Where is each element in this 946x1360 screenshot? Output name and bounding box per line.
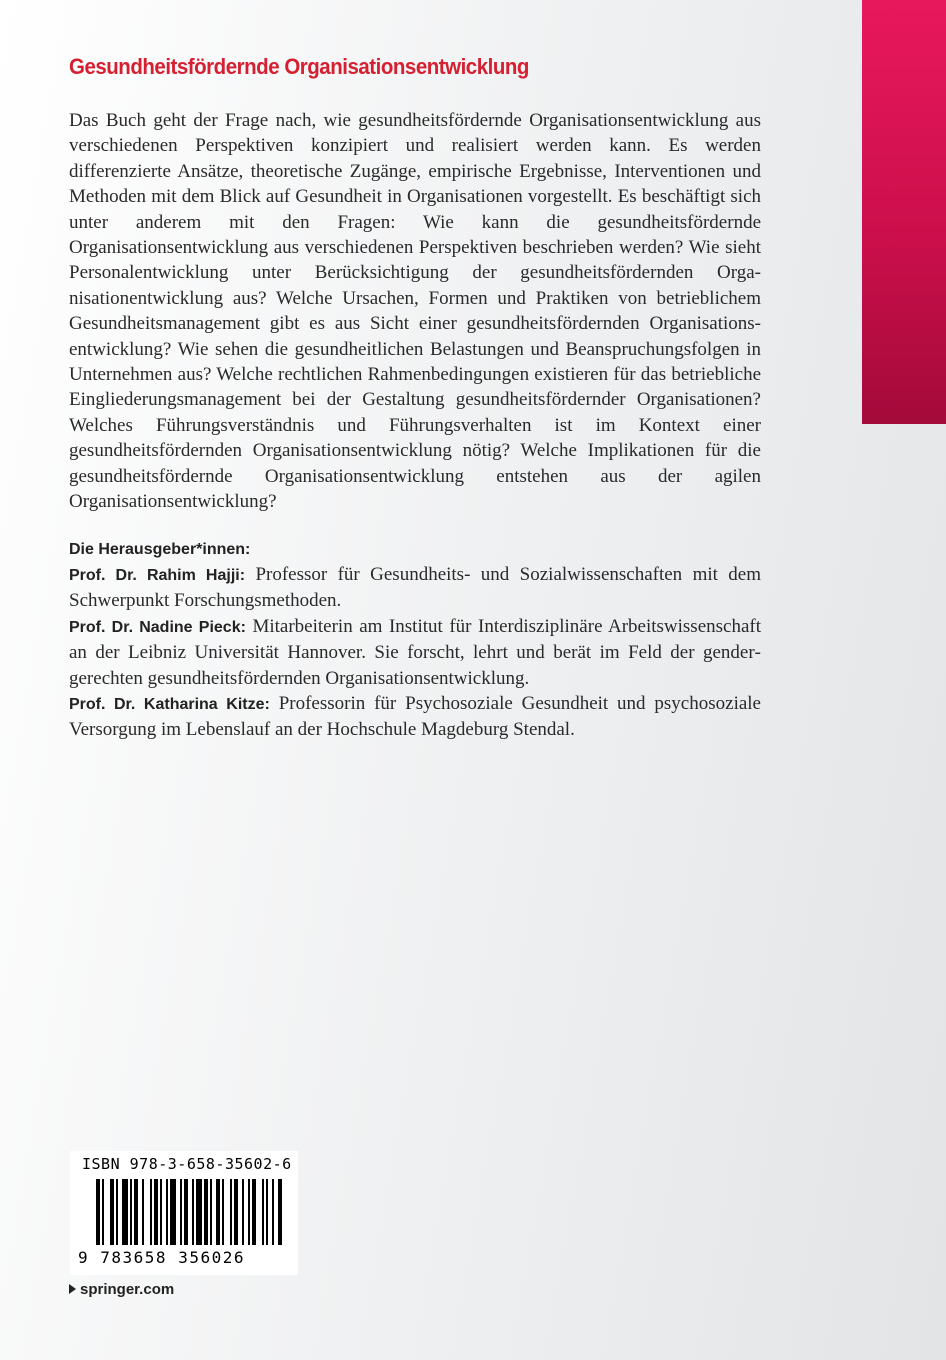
editor-bio: Professor für Gesundheits- und Sozialwissenschaften mit dem Schwerpunkt Forschungsmethoden.	[69, 563, 762, 612]
isbn-label: ISBN 978-3-658-35602-6	[82, 1155, 292, 1173]
arrow-icon	[69, 1284, 76, 1294]
isbn-barcode	[70, 1151, 298, 1275]
barcode-bars	[70, 1179, 298, 1247]
editor-entry	[69, 614, 761, 691]
book-description: Das Buch geht der Frage nach, wie gesundheitsfördernde Organisationsentwicklung aus verschiedenen Perspektiven konzipiert und realisiert werden kann. Es werden differenzierte Ansätze, theoretische Zugänge, empirische Ergebnisse, Interventionen und Methoden mit dem Blick auf Gesundheit in Organisationen vorgestellt. Es beschäftigt sich unter anderem mit den Fragen: Wie kann die gesundheitsfördernde Organisationsentwicklung aus verschiedenen Perspektiven beschrieben werden? Wie sieht Personalentwicklung unter Berücksichtigung der gesundheitsfördernden Organisationentwicklung aus? Welche Ursachen, Formen und Praktiken von betrieblichem Gesundheitsmanagement gibt es aus Sicht einer gesundheitsfördernden Organisationsentwicklung? Wie sehen die gesundheitlichen Belastungen und Beanspruchungsfolgen in Unternehmen aus? Welche rechtlichen Rahmenbedingungen existieren für das betriebliche Eingliederungsmanagement bei der Gestaltung gesundheitsfördernder Organisationen? Welches Führungsverständnis und Führungsverhalten ist im Kontext einer gesundheitsfördernden Organisationsentwicklung nötig? Welche Implikationen für die gesundheitsfördernde Organisationsentwicklung entstehen aus der agilen Organisationsentwicklung?	[69, 110, 761, 513]
accent-bar	[862, 0, 946, 424]
barcode-digits: 9 783658 356026	[78, 1248, 245, 1267]
editor-entry	[69, 691, 761, 743]
editor-name: Prof. Dr. Nadine Pieck:	[69, 618, 246, 636]
back-cover-text	[69, 54, 761, 743]
editor-bio: Professorin für Psychosoziale Gesundheit und psychosoziale Versorgung im Lebenslauf an der Hochschule Magdeburg Stendal.	[69, 692, 761, 741]
editor-name: Prof. Dr. Rahim Hajji:	[69, 566, 246, 584]
editors-heading: Die Herausgeber*innen:	[69, 540, 251, 558]
publisher-link[interactable]	[69, 1281, 174, 1298]
editors-section	[69, 537, 761, 743]
editor-name: Prof. Dr. Katharina Kitze:	[69, 695, 270, 713]
publisher-url: springer.com	[80, 1281, 175, 1298]
book-title: Gesundheitsfördernde Organisationsentwicklung	[69, 54, 529, 79]
editor-entry	[69, 562, 761, 614]
editor-bio: Mitarbeiterin am Institut für Interdisziplinäre Arbeitswissenschaft an der Leibniz Universität Hannover. Sie forscht, lehrt und berät im Feld der gendergerechten gesundheitsfördernden Organisationsentwicklung.	[69, 615, 762, 689]
